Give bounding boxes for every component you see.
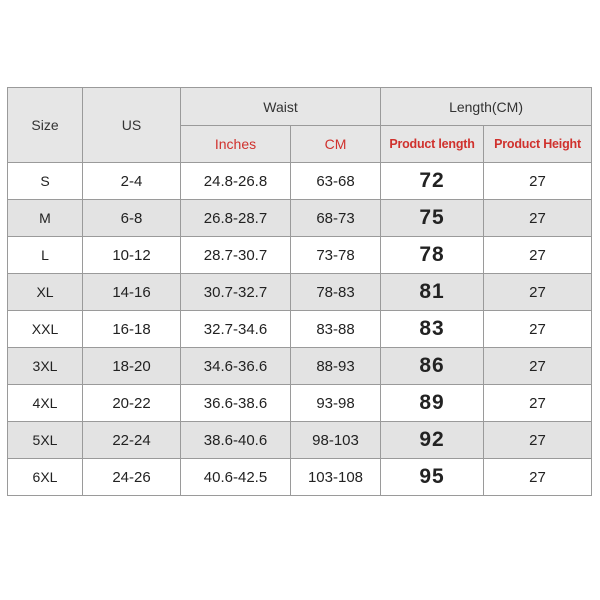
cell-inches: 30.7-32.7: [181, 274, 291, 311]
header-us: US: [83, 88, 181, 163]
cell-cm: 78-83: [291, 274, 381, 311]
cell-size: XXL: [8, 311, 83, 348]
cell-us: 22-24: [83, 422, 181, 459]
cell-us: 18-20: [83, 348, 181, 385]
cell-product-height: 27: [484, 348, 592, 385]
header-size: Size: [8, 88, 83, 163]
cell-cm: 93-98: [291, 385, 381, 422]
cell-product-height: 27: [484, 163, 592, 200]
table-row: [8, 385, 592, 422]
cell-us: 20-22: [83, 385, 181, 422]
cell-size: XL: [8, 274, 83, 311]
cell-inches: 32.7-34.6: [181, 311, 291, 348]
cell-us: 24-26: [83, 459, 181, 496]
header-row-top: [8, 88, 592, 126]
cell-inches: 34.6-36.6: [181, 348, 291, 385]
table-row: [8, 459, 592, 496]
cell-product-length: 95: [381, 459, 484, 496]
cell-size: S: [8, 163, 83, 200]
size-chart-table: [7, 87, 592, 496]
cell-cm: 73-78: [291, 237, 381, 274]
cell-size: 5XL: [8, 422, 83, 459]
cell-us: 14-16: [83, 274, 181, 311]
cell-product-length: 83: [381, 311, 484, 348]
cell-size: 4XL: [8, 385, 83, 422]
cell-inches: 24.8-26.8: [181, 163, 291, 200]
table-row: [8, 200, 592, 237]
cell-product-height: 27: [484, 422, 592, 459]
cell-us: 16-18: [83, 311, 181, 348]
cell-product-length: 78: [381, 237, 484, 274]
header-cm: CM: [291, 126, 381, 163]
cell-cm: 103-108: [291, 459, 381, 496]
cell-cm: 63-68: [291, 163, 381, 200]
cell-inches: 36.6-38.6: [181, 385, 291, 422]
cell-product-length: 72: [381, 163, 484, 200]
cell-product-height: 27: [484, 274, 592, 311]
header-length: Length(CM): [381, 88, 592, 126]
table-row: [8, 311, 592, 348]
table-row: [8, 163, 592, 200]
cell-size: L: [8, 237, 83, 274]
cell-us: 6-8: [83, 200, 181, 237]
cell-product-length: 81: [381, 274, 484, 311]
table-row: [8, 422, 592, 459]
table-row: [8, 274, 592, 311]
cell-product-length: 75: [381, 200, 484, 237]
header-inches: Inches: [181, 126, 291, 163]
cell-product-height: 27: [484, 385, 592, 422]
cell-cm: 98-103: [291, 422, 381, 459]
cell-cm: 68-73: [291, 200, 381, 237]
cell-product-length: 92: [381, 422, 484, 459]
cell-size: 6XL: [8, 459, 83, 496]
cell-product-length: 86: [381, 348, 484, 385]
cell-size: M: [8, 200, 83, 237]
cell-product-height: 27: [484, 311, 592, 348]
cell-inches: 38.6-40.6: [181, 422, 291, 459]
cell-product-height: 27: [484, 237, 592, 274]
header-product-length: Product length: [381, 126, 484, 163]
table-row: [8, 237, 592, 274]
cell-us: 10-12: [83, 237, 181, 274]
cell-size: 3XL: [8, 348, 83, 385]
cell-cm: 83-88: [291, 311, 381, 348]
table-row: [8, 348, 592, 385]
cell-product-length: 89: [381, 385, 484, 422]
cell-inches: 26.8-28.7: [181, 200, 291, 237]
cell-inches: 40.6-42.5: [181, 459, 291, 496]
cell-product-height: 27: [484, 200, 592, 237]
cell-inches: 28.7-30.7: [181, 237, 291, 274]
cell-us: 2-4: [83, 163, 181, 200]
header-waist: Waist: [181, 88, 381, 126]
cell-cm: 88-93: [291, 348, 381, 385]
header-product-height: Product Height: [484, 126, 592, 163]
cell-product-height: 27: [484, 459, 592, 496]
